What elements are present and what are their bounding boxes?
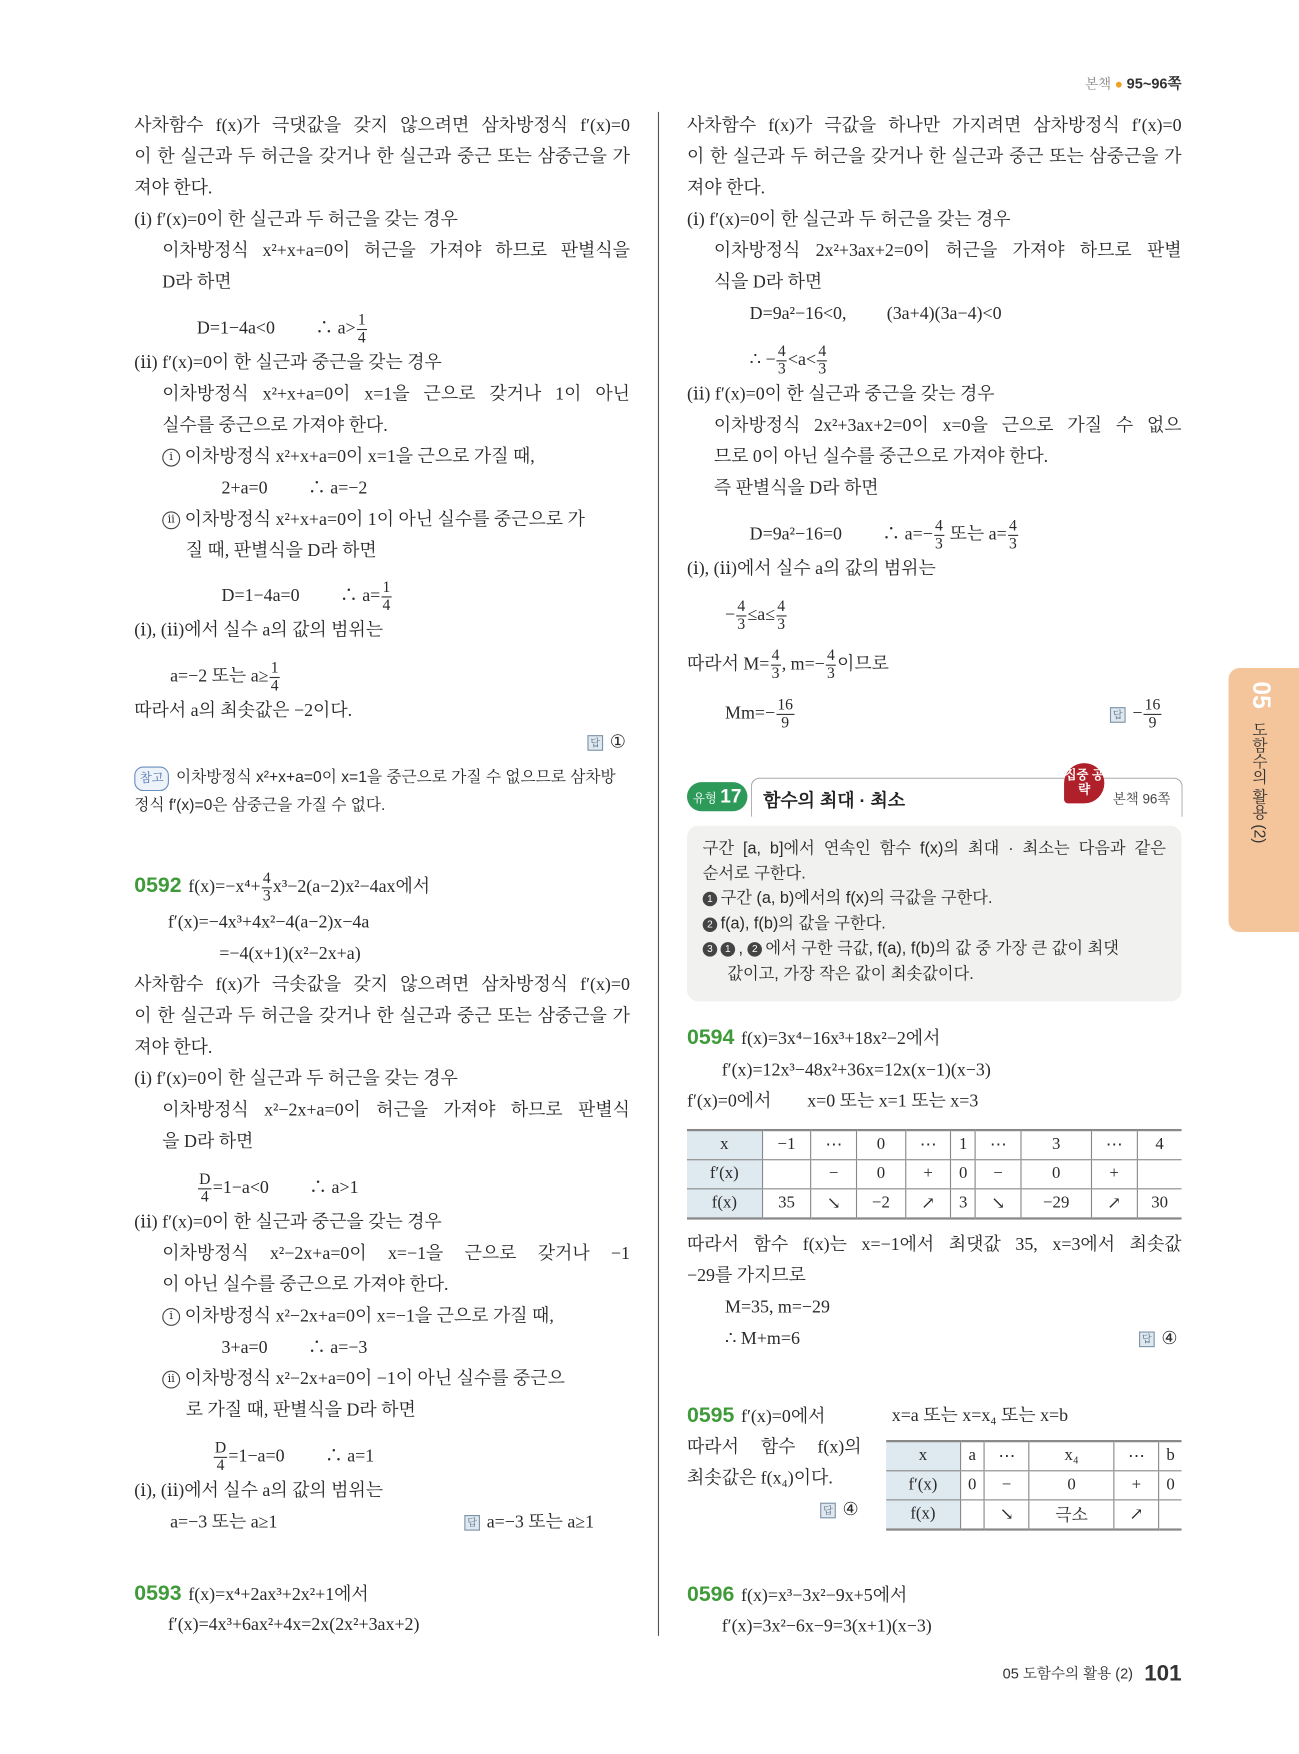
row-header: f′(x)	[687, 1160, 762, 1189]
type-header	[687, 768, 1182, 816]
fraction: $\frac{4}{3}$	[1008, 518, 1017, 553]
text-line: 즉 판별식을 D라 하면	[713, 478, 879, 498]
math: f′(x)=0에서	[741, 1407, 826, 1427]
answer-icon: 답	[1139, 1332, 1155, 1348]
footer	[1003, 1662, 1182, 1688]
note-text: 이차방정식 x²+x+a=0이 x=1을 중근으로 가질 수 없으므로 삼차방	[175, 767, 616, 786]
fraction: $\frac{1}{4}$	[357, 312, 366, 347]
circled-ii: ⅱ	[162, 512, 180, 530]
text-line: 식을 D라 하면	[713, 273, 823, 293]
fraction: $\frac{4}{3}$	[737, 598, 746, 634]
table-cell: −2	[857, 1189, 906, 1219]
table-cell	[762, 1160, 811, 1189]
text-line: (ⅱ) f′(x)=0이 한 실근과 중근을 갖는 경우	[134, 353, 442, 373]
row-header: x	[687, 1130, 762, 1160]
table-cell: ⋯	[1091, 1130, 1137, 1160]
math-line: ∴ − $\frac{4}{3}$ <a< $\frac{4}{3}$	[749, 343, 827, 379]
text-line: 이차방정식 2x²+3ax+2=0이 x=0을 근으로 가질 수 없으	[713, 416, 1182, 436]
focus-badge: 집중 공략	[1064, 763, 1104, 803]
text-line: D라 하면	[162, 273, 232, 293]
step-2-icon: 2	[703, 917, 718, 932]
text-line: 사차함수 f(x)가 극댓값을 갖지 않으려면 삼차방정식 f′(x)=0	[134, 116, 630, 136]
type-badge-label: 유형	[693, 792, 717, 806]
text-line: 이 한 실근과 두 허근을 갖거나 한 실근과 중근 또는 삼중근을 가	[687, 147, 1182, 167]
math: f(x)=x³−3x²−9x+5에서	[741, 1586, 908, 1606]
math-line: f′(x)=12x³−48x²+36x=12x(x−1)(x−3)	[721, 1060, 991, 1080]
fraction: $\frac{4}{3}$	[777, 343, 786, 379]
column-divider	[658, 112, 659, 1636]
table-cell: −	[975, 1160, 1021, 1189]
text-line: 사차함수 f(x)가 극값을 하나만 가지려면 삼차방정식 f′(x)=0	[687, 116, 1182, 136]
table-cell	[1137, 1160, 1181, 1189]
text-line: 이차방정식 x²−2x+a=0이 허근을 가져야 하므로 판별식	[162, 1100, 630, 1121]
answer	[587, 732, 625, 754]
table-cell: −	[984, 1471, 1029, 1500]
step-2-icon: 2	[747, 942, 762, 957]
math-line: f′(x)=0에서 x=0 또는 x=1 또는 x=3	[687, 1092, 979, 1112]
text-line: 이차방정식 2x²+3ax+2=0이 허근을 가져야 하므로 판별	[713, 241, 1182, 261]
fraction: $\frac{4}{3}$	[777, 598, 786, 634]
text-line: 을 D라 하면	[162, 1132, 254, 1152]
table-cell: ↗	[905, 1189, 951, 1219]
ref-label: 본책	[1085, 76, 1112, 92]
math-line: D=1−4a<0 ∴ a> $\frac{1}{4}$	[196, 312, 366, 347]
answer-value: a=−3 또는 a≥1	[486, 1512, 595, 1532]
text-line	[162, 446, 535, 468]
math-line: f′(x)=3x²−6x−9=3(x+1)(x−3)	[721, 1616, 932, 1636]
fraction: $\frac{16}{9}$	[777, 697, 793, 732]
variation-table	[687, 1129, 1182, 1220]
answer	[1110, 697, 1163, 732]
math-line: ∴ M+m=6	[725, 1329, 800, 1349]
answer-value: ④	[1161, 1329, 1178, 1349]
text-line: 이 한 실근과 두 허근을 갖거나 한 실근과 중근 또는 삼중근을 가	[134, 147, 630, 167]
text-line: (ⅰ), (ⅱ)에서 실수 a의 값의 범위는	[687, 559, 936, 579]
text: 이차방정식 x²+x+a=0이 1이 아닌 실수를 중근으로 가	[184, 510, 585, 530]
table-cell: −29	[1021, 1189, 1091, 1219]
type-title: 함수의 최대 · 최소	[763, 792, 906, 812]
text-line: 이차방정식 x²+x+a=0이 허근을 가져야 하므로 판별식을	[162, 241, 630, 261]
text-line: 져야 한다.	[687, 179, 766, 199]
table-cell: 0	[857, 1130, 906, 1160]
text-line: 져야 한다.	[134, 1038, 213, 1058]
text: 이차방정식 x²−2x+a=0이 −1이 아닌 실수를 중근으	[184, 1369, 565, 1389]
text-line: 최솟값은 f(x₄)이다.	[687, 1469, 833, 1489]
summary-step: 3 1 , 2 에서 구한 극값, f(a), f(b)의 값 중 가장 큰 값이 최댓	[703, 938, 1119, 960]
problem-0596	[687, 1584, 907, 1607]
table-cell: 0	[1021, 1160, 1091, 1189]
table-cell: 3	[951, 1189, 975, 1219]
table-cell: b	[1159, 1441, 1182, 1471]
math-line: f′(x)=−4x³+4x²−4(a−2)x−4a	[167, 913, 370, 933]
answer-icon: 답	[1110, 707, 1126, 723]
circled-ii: ⅱ	[162, 1371, 180, 1389]
text-line: 이 아닌 실수를 중근으로 가져야 한다.	[162, 1275, 449, 1295]
math-line: f′(x)=4x³+6ax²+4x=2x(2x²+3ax+2)	[167, 1615, 420, 1635]
text-line: 이차방정식 x²+x+a=0이 x=1을 근으로 갖거나 1이 아닌	[162, 384, 630, 404]
text-line: −29를 가지므로	[687, 1266, 806, 1286]
text-line: 므로 0이 아닌 실수를 중근으로 가져야 한다.	[713, 447, 1049, 467]
step-3-icon: 3	[703, 942, 718, 957]
table-cell: +	[1114, 1471, 1159, 1500]
text-line: 따라서 함수 f(x)의	[687, 1437, 862, 1457]
math-line: x=a 또는 x=x₄ 또는 x=b	[891, 1406, 1069, 1426]
ref-pages: 95~96쪽	[1126, 74, 1182, 92]
table-cell: −1	[762, 1130, 811, 1160]
math-line: D=9a²−16=0 ∴ a=− $\frac{4}{3}$ 또는 a= $\frac{4}{3}$	[749, 518, 1017, 553]
row-header: f′(x)	[886, 1471, 960, 1500]
table-cell: ⋯	[811, 1130, 857, 1160]
math: f(x)=−x⁴+ $\frac{4}{3}$ x³−2(a−2)x²−4ax에서	[188, 870, 431, 906]
footer-chapter: 05 도함수의 활용 (2)	[1002, 1664, 1134, 1682]
table-cell: −	[811, 1160, 857, 1189]
problem-number: 0593	[134, 1582, 182, 1606]
summary-step	[703, 887, 993, 909]
text-line: 사차함수 f(x)가 극솟값을 갖지 않으려면 삼차방정식 f′(x)=0	[134, 975, 630, 995]
problem-0595	[687, 1405, 825, 1428]
note-badge: 참고	[134, 766, 169, 791]
fraction: $\frac{4}{3}$	[771, 647, 780, 683]
text-line: (ⅰ) f′(x)=0이 한 실근과 두 허근을 갖는 경우	[134, 210, 458, 230]
math-line: 2+a=0 ∴ a=−2	[221, 478, 368, 498]
text-line: (ⅰ) f′(x)=0이 한 실근과 두 허근을 갖는 경우	[687, 210, 1011, 230]
summary-line: 값이고, 가장 작은 값이 최솟값이다.	[727, 965, 974, 984]
problem-0593	[134, 1583, 368, 1606]
summary-line: 순서로 구한다.	[702, 864, 806, 883]
fraction: $\frac{4}{3}$	[827, 647, 835, 683]
answer-icon: 답	[587, 735, 603, 751]
page-number: 101	[1144, 1661, 1182, 1687]
table-row	[687, 1189, 1182, 1219]
text-line: 질 때, 판별식을 D라 하면	[185, 541, 377, 561]
step-1-icon: 1	[721, 942, 736, 957]
text: 이차방정식 x²+x+a=0이 x=1을 근으로 가질 때,	[184, 447, 535, 467]
summary-step	[703, 913, 886, 935]
text-line	[162, 509, 585, 531]
text-line: 이차방정식 x²−2x+a=0이 x=−1을 근으로 갖거나 −1	[162, 1244, 630, 1264]
table-cell: ⋯	[905, 1130, 951, 1160]
math-line: M=35, m=−29	[725, 1297, 830, 1317]
table-cell: 3	[1021, 1130, 1091, 1160]
row-header: x	[886, 1441, 960, 1471]
math-line: D=1−4a=0 ∴ a= $\frac{1}{4}$	[221, 579, 391, 615]
math: f(x)=x⁴+2ax³+2x²+1에서	[188, 1585, 369, 1605]
text-line: (ⅱ) f′(x)=0이 한 실근과 중근을 갖는 경우	[134, 1212, 442, 1232]
table-cell: ↘	[975, 1189, 1021, 1219]
summary-line: 구간 [a, b]에서 연속인 함수 f(x)의 최대 · 최소는 다음과 같은	[702, 840, 1166, 859]
type-badge-number: 17	[720, 785, 742, 807]
answer-value: ④	[842, 1500, 859, 1520]
note-line: 정식 f′(x)=0은 삼중근을 가질 수 없다.	[134, 795, 386, 814]
text-line: (ⅰ) f′(x)=0이 한 실근과 두 허근을 갖는 경우	[134, 1069, 458, 1089]
row-header: f(x)	[886, 1500, 960, 1530]
text-line: (ⅰ), (ⅱ)에서 실수 a의 값의 범위는	[134, 620, 384, 641]
table-cell: 0	[857, 1160, 906, 1189]
chapter-tab[interactable]	[1229, 668, 1299, 932]
problem-number: 0595	[687, 1404, 735, 1428]
fraction: $\frac{1}{4}$	[270, 660, 279, 695]
fraction: $\frac{4}{3}$	[262, 870, 271, 906]
table-cell: ↘	[811, 1189, 857, 1219]
fraction: $\frac{1}{4}$	[382, 579, 391, 615]
text: 이차방정식 x²−2x+a=0이 x=−1을 근으로 가질 때,	[184, 1306, 554, 1326]
table-cell: 35	[762, 1189, 811, 1219]
text-line: (ⅰ), (ⅱ)에서 실수 a의 값의 범위는	[134, 1481, 384, 1501]
answer	[464, 1512, 594, 1534]
answer	[820, 1499, 858, 1521]
problem-number: 0592	[134, 874, 182, 898]
dot-icon: ●	[1114, 76, 1123, 92]
math-line: Mm=− $\frac{16}{9}$	[725, 697, 793, 732]
text-line	[162, 1306, 554, 1328]
table-cell: 0	[1159, 1471, 1182, 1500]
math-line: D=9a²−16<0, (3a+4)(3a−4)<0	[749, 304, 1002, 324]
math-line: =−4(x+1)(x²−2x+a)	[219, 944, 361, 964]
math-line: a=−2 또는 a≥ $\frac{1}{4}$	[170, 660, 279, 695]
text-line: 져야 한다.	[134, 179, 213, 199]
answer-value: − $\frac{16}{9}$	[1132, 697, 1161, 732]
table-cell: 0	[960, 1471, 984, 1500]
text: f(a), f(b)의 값을 구한다.	[720, 915, 886, 934]
note-line	[134, 765, 615, 791]
text-line: 따라서 M= $\frac{4}{3}$ , m=− $\frac{4}{3}$ 이므로	[687, 647, 889, 683]
row-header: f(x)	[687, 1189, 762, 1219]
table-cell: 4	[1137, 1130, 1181, 1160]
math-line: $\frac{D}{4}$ =1−a=0 ∴ a=1	[214, 1440, 375, 1475]
math: f(x)=3x⁴−16x³+18x²−2에서	[741, 1029, 941, 1049]
fraction: $\frac{D}{4}$	[214, 1440, 227, 1475]
table-cell	[960, 1500, 984, 1530]
answer-icon: 답	[820, 1503, 836, 1519]
table-row	[886, 1471, 1181, 1500]
fraction: $\frac{4}{3}$	[818, 343, 827, 379]
text-line: (ⅱ) f′(x)=0이 한 실근과 중근을 갖는 경우	[687, 384, 995, 404]
math-line: a=−3 또는 a≥1	[170, 1512, 278, 1532]
answer	[1139, 1328, 1177, 1350]
table-cell: 0	[951, 1160, 975, 1189]
table-cell: 30	[1137, 1189, 1181, 1219]
math-line: $\frac{D}{4}$ =1−a<0 ∴ a>1	[199, 1171, 359, 1207]
table-cell: ↗	[1091, 1189, 1137, 1219]
chapter-title: 도함수의 활용 (2)	[1250, 721, 1269, 844]
table-row	[886, 1441, 1181, 1471]
table-cell	[1159, 1500, 1182, 1530]
table-cell: 극소	[1029, 1500, 1114, 1530]
table-cell: ↘	[984, 1500, 1029, 1530]
chapter-number: 05	[1247, 681, 1276, 709]
text-line: 따라서 a의 최솟값은 −2이다.	[134, 701, 353, 721]
table-cell: ⋯	[975, 1130, 1021, 1160]
text: 구간 (a, b)에서의 f(x)의 극값을 구한다.	[720, 889, 993, 908]
text-line: 이 한 실근과 두 허근을 갖거나 한 실근과 중근 또는 삼중근을 가	[134, 1007, 630, 1027]
table-cell: ⋯	[1114, 1441, 1159, 1471]
math-line: 3+a=0 ∴ a=−3	[221, 1338, 368, 1358]
text: 에서 구한 극값, f(a), f(b)의 값 중 가장 큰 값이 최댓	[765, 939, 1119, 958]
type-badge	[687, 782, 747, 811]
table-row	[886, 1500, 1181, 1530]
circled-i: ⅰ	[162, 1308, 180, 1326]
problem-0592	[134, 871, 430, 906]
step-1-icon: 1	[703, 891, 718, 906]
circled-i: ⅰ	[162, 449, 180, 467]
type-title-box	[751, 768, 1183, 817]
table-cell: ↗	[1114, 1500, 1159, 1530]
problem-0594	[687, 1027, 940, 1050]
table-row	[687, 1160, 1182, 1189]
page-reference	[1085, 72, 1181, 93]
text-line: 따라서 함수 f(x)는 x=−1에서 최댓값 35, x=3에서 최솟값	[687, 1235, 1182, 1255]
fraction: $\frac{16}{9}$	[1144, 697, 1161, 732]
table-cell: ⋯	[984, 1441, 1029, 1471]
fraction: $\frac{D}{4}$	[199, 1171, 211, 1207]
text-line: 로 가질 때, 판별식을 D라 하면	[185, 1400, 416, 1420]
table-cell: +	[905, 1160, 951, 1189]
table-cell: 0	[1029, 1471, 1114, 1500]
text-line	[162, 1368, 565, 1390]
table-row	[687, 1130, 1182, 1160]
table-cell: a	[960, 1441, 984, 1471]
answer-icon: 답	[464, 1515, 480, 1531]
math-line: − $\frac{4}{3}$ ≤a≤ $\frac{4}{3}$	[725, 598, 786, 634]
table-cell: x₄	[1029, 1441, 1114, 1471]
fraction: $\frac{4}{3}$	[935, 518, 943, 553]
table-cell: +	[1091, 1160, 1137, 1189]
variation-table	[886, 1440, 1181, 1531]
problem-number: 0596	[687, 1583, 735, 1607]
type-reference: 본책 96쪽	[1112, 791, 1171, 807]
problem-number: 0594	[687, 1026, 735, 1050]
table-cell: 1	[951, 1130, 975, 1160]
answer-value: ①	[609, 732, 626, 752]
text-line: 실수를 중근으로 가져야 한다.	[162, 416, 388, 436]
